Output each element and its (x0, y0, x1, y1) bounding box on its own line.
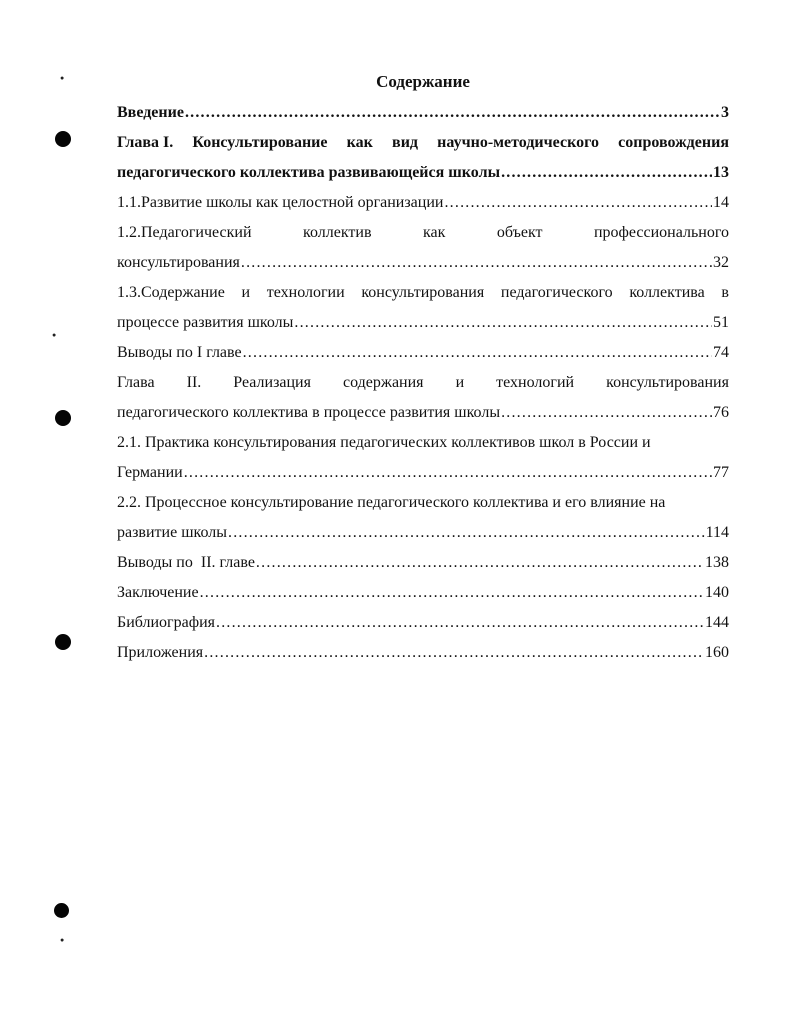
toc-entry-chapter-2-line-2[interactable] (117, 398, 729, 428)
toc-entry-section-1-3-line-2[interactable] (117, 308, 729, 338)
toc-word: Глава (117, 374, 155, 391)
toc-entry-bibliography[interactable] (117, 608, 729, 638)
toc-entry-page: 140 (705, 584, 729, 601)
toc-entry-label: консультирования (117, 254, 240, 271)
toc-entry-chapter-1-line-1[interactable] (117, 128, 729, 158)
toc-entry-section-2-2-line-1[interactable] (117, 488, 729, 518)
toc-entry-section-2-1-line-2[interactable] (117, 458, 729, 488)
toc-word: Реализация (233, 374, 311, 391)
toc-entry-chapter-1-line-2[interactable] (117, 158, 729, 188)
scan-speck: ● (60, 936, 65, 944)
toc-entry-section-1-2-line-1[interactable] (117, 218, 729, 248)
toc-word: профессионального (593, 224, 729, 241)
toc-word: и (241, 284, 251, 301)
toc-entry-page: 76 (713, 404, 729, 421)
toc-entry-label: 2.2. Процессное консультирование педагогического коллектива и его влияние на (117, 494, 666, 511)
toc-entry-label: 1.1.Развитие школы как целостной организации (117, 194, 444, 211)
toc-entry-page: 14 (713, 194, 729, 211)
dot-leader (294, 308, 712, 338)
dot-leader (185, 98, 720, 128)
dot-leader (184, 458, 712, 488)
toc-entry-page: 13 (713, 164, 729, 181)
toc-word: педагогического (500, 284, 613, 301)
punch-hole-4 (54, 903, 69, 918)
toc-entry-appendix[interactable] (117, 638, 729, 668)
toc-entry-label: педагогического коллектива развивающейся школы (117, 164, 501, 181)
toc-word: Консультирование (192, 134, 328, 151)
toc-entry-page: 74 (713, 344, 729, 361)
dot-leader (200, 578, 704, 608)
toc-entry-conclusion[interactable] (117, 578, 729, 608)
toc-word: сопровождения (618, 134, 729, 151)
toc-entry-label: 2.1. Практика консультирования педагогических коллективов школ в России и (117, 434, 651, 451)
toc-word: объект (496, 224, 543, 241)
toc-word: II. (186, 374, 202, 391)
toc-word: вид (392, 134, 418, 151)
page-title: Содержание (376, 72, 470, 91)
toc-entry-label: педагогического коллектива в процессе развития школы (117, 404, 501, 421)
toc-word: коллектив (303, 224, 372, 241)
toc-word: 1.2.Педагогический (117, 224, 252, 241)
toc-entry-label: Заключение (117, 584, 199, 601)
toc-entry-label: Германии (117, 464, 183, 481)
toc-entry-chapter-2-conclusions[interactable] (117, 548, 729, 578)
toc-word: в (721, 284, 729, 301)
toc-entry-label: Библиография (117, 614, 215, 631)
toc-entry-page: 138 (705, 554, 729, 571)
toc-word: содержания (343, 374, 424, 391)
toc-word: консультирования (361, 284, 485, 301)
toc-word: 1.3.Содержание (117, 284, 225, 301)
toc-entry-label: Приложения (117, 644, 204, 661)
toc-entry-page: 114 (705, 524, 729, 541)
toc-entry-page: 32 (713, 254, 729, 271)
toc-word: как (422, 224, 446, 241)
toc-entry-label: развитие школы (117, 524, 227, 541)
toc-entry-page: 144 (705, 614, 729, 631)
scan-speck: ● (52, 331, 57, 339)
dot-leader (444, 188, 712, 218)
toc-entry-introduction[interactable] (117, 98, 729, 128)
toc-entry-label: процессе развития школы (117, 314, 294, 331)
toc-entry-page: 51 (713, 314, 729, 331)
toc-entry-page: 77 (713, 464, 729, 481)
toc-entry-section-1-1[interactable] (117, 188, 729, 218)
toc-word: коллектива (629, 284, 705, 301)
punch-hole-1 (55, 131, 71, 147)
punch-hole-3 (55, 634, 71, 650)
toc-entry-page: 160 (705, 644, 729, 661)
toc-word: научно-методического (437, 134, 599, 151)
dot-leader (216, 608, 704, 638)
dot-leader (228, 518, 705, 548)
toc-word: Глава I. (117, 134, 174, 151)
punch-hole-2 (55, 410, 71, 426)
toc-word: как (346, 134, 373, 151)
dot-leader (243, 338, 712, 368)
toc-entry-chapter-1-conclusions[interactable] (117, 338, 729, 368)
toc-word: консультирования (606, 374, 729, 391)
toc-entry-section-2-1-line-1[interactable] (117, 428, 729, 458)
scan-speck: ● (60, 74, 65, 82)
dot-leader (501, 158, 712, 188)
toc-entry-chapter-2-line-1[interactable] (117, 368, 729, 398)
toc-word: технологии (266, 284, 345, 301)
toc-entry-section-1-2-line-2[interactable] (117, 248, 729, 278)
dot-leader (241, 248, 712, 278)
toc-entry-section-2-2-line-2[interactable] (117, 518, 729, 548)
dot-leader (256, 548, 704, 578)
dot-leader (204, 638, 704, 668)
toc-word: и (455, 374, 465, 391)
toc-entry-label: Выводы по II. главе (117, 554, 255, 571)
toc-entry-label: Введение (117, 104, 184, 121)
toc-word: технологий (496, 374, 575, 391)
toc-entry-section-1-3-line-1[interactable] (117, 278, 729, 308)
dot-leader (501, 398, 712, 428)
toc-entry-page: 3 (721, 104, 729, 121)
toc-entry-label: Выводы по I главе (117, 344, 242, 361)
